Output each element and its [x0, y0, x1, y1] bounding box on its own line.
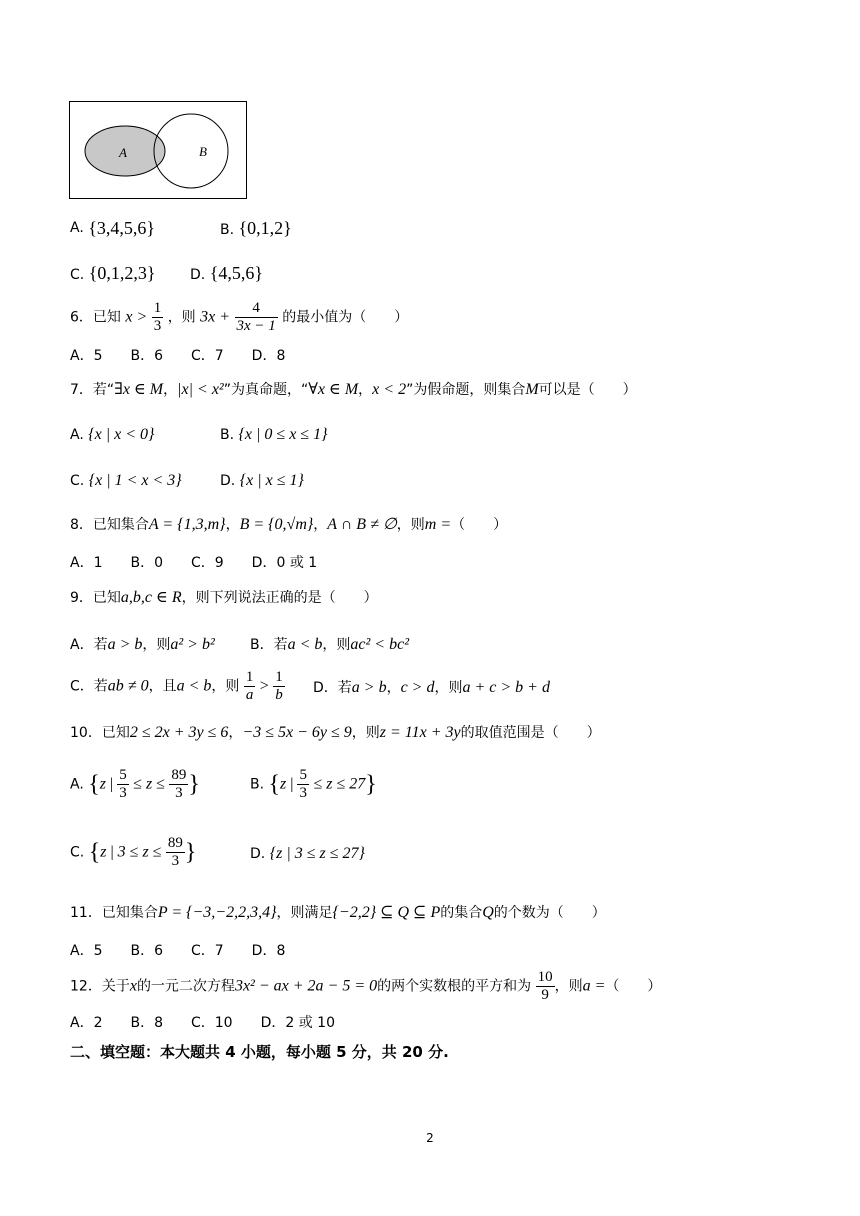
option-text: ， — [386, 680, 401, 696]
q10-text: 10．已知 — [70, 725, 130, 741]
fraction — [117, 767, 129, 802]
q12-math: a = — [582, 977, 606, 995]
bar: | — [106, 775, 118, 793]
q6-text: 的最小值为（ ） — [282, 309, 409, 326]
q12-math: x — [129, 977, 137, 995]
q12-options: A．2 B．8 C．10 D．2 或 10 — [70, 1015, 335, 1031]
q10-math: z = 11x + 3y — [379, 724, 461, 741]
question-11 — [70, 904, 606, 922]
numerator: 4 — [235, 300, 278, 318]
q9-options-row1 — [70, 636, 409, 654]
q6-expression: 3x + — [200, 308, 231, 326]
brace: { — [268, 771, 281, 798]
q10-text: ，则 — [351, 725, 380, 741]
q7-text: ， — [358, 382, 373, 398]
option-math: a > b — [351, 679, 387, 696]
q6-options: A．5 B．6 C．7 D．8 — [70, 348, 286, 364]
option-value: {x | x ≤ 1} — [239, 472, 304, 489]
option-text: ，且 — [148, 678, 177, 695]
denominator: 3 — [175, 785, 183, 801]
q7-text: ， — [163, 382, 178, 398]
q8-text: ， — [313, 517, 328, 533]
q7-math: M — [525, 381, 539, 398]
option-label: B. — [220, 222, 235, 238]
option-math: a < b — [287, 636, 323, 653]
fraction — [273, 669, 285, 704]
numerator: 1 — [245, 669, 254, 685]
denominator: 3 — [171, 853, 180, 869]
q12-text: 12．关于 — [70, 978, 130, 995]
q8-math: A = {1,3,m} — [148, 516, 226, 533]
q12-text: ，则 — [554, 978, 583, 995]
question-6 — [70, 300, 408, 335]
q7-text: ”为真命题，“ — [223, 382, 309, 398]
q5-options-row1 — [70, 218, 292, 238]
q10-options-row2 — [70, 835, 365, 870]
option-value: {x | 1 < x < 3} — [88, 472, 182, 489]
option-label: D. — [190, 267, 206, 283]
option-math: z — [280, 775, 287, 793]
q7-text: 7．若“ — [70, 382, 115, 398]
q7-text: 可以是（ ） — [538, 382, 637, 398]
option-label: B．若 — [250, 637, 288, 653]
question-8 — [70, 516, 507, 534]
option-math: ab ≠ 0 — [107, 677, 149, 695]
option-value: {0,1,2,3} — [88, 263, 156, 283]
q8-text: ，则 — [396, 517, 425, 533]
set-b-label: B — [199, 144, 207, 159]
option-label: B. — [220, 427, 235, 443]
q12-text: 的两个实数根的平方和为 — [377, 978, 532, 995]
q8-math: B = {0,√m} — [239, 516, 314, 533]
q11-text: 的集合 — [440, 905, 483, 921]
numerator: 89 — [167, 835, 183, 851]
page-number: 2 — [426, 1131, 434, 1145]
brace: { — [88, 771, 100, 798]
option-math: a < b — [176, 677, 212, 695]
q8-math: A ∩ B ≠ ∅ — [327, 516, 397, 533]
q12-text: （ ） — [605, 978, 662, 995]
denominator: 3 — [119, 785, 127, 801]
q10-text: 的取值范围是（ ） — [460, 725, 601, 741]
fraction — [235, 300, 278, 335]
q6-text: 6．已知 — [70, 309, 121, 326]
q12-text: 的一元二次方程 — [136, 978, 235, 995]
denominator: b — [275, 687, 283, 703]
option-label: A. — [70, 427, 84, 443]
option-math: z — [100, 843, 107, 861]
option-value: {0,1,2} — [238, 218, 292, 238]
option-label: A．若 — [70, 637, 108, 653]
option-math: > — [259, 677, 269, 695]
numerator: 5 — [119, 767, 127, 783]
q7-text: ”为假命题，则集合 — [406, 382, 526, 398]
option-math: ≤ z ≤ — [133, 775, 165, 793]
q10-text: ， — [228, 725, 243, 741]
option-math: a² > b² — [170, 636, 215, 653]
numerator: 1 — [275, 669, 283, 685]
q8-text: ， — [225, 517, 240, 533]
option-math: c > d — [400, 679, 435, 696]
option-text: ，则 — [142, 637, 171, 653]
option-value: {x | 0 ≤ x ≤ 1} — [238, 426, 328, 443]
denominator: 3 — [153, 318, 162, 334]
bar: | — [286, 775, 298, 793]
q8-options: A．1 B．0 C．9 D．0 或 1 — [70, 555, 318, 571]
option-math: 3 ≤ z ≤ — [117, 843, 162, 861]
q7-math: |x| < x² — [177, 381, 224, 398]
denominator: a — [245, 687, 254, 703]
option-math: z — [99, 775, 106, 793]
q6-text: ，则 — [167, 309, 196, 326]
q7-options-row2 — [70, 472, 304, 490]
denominator: 3x − 1 — [236, 318, 276, 334]
q5-options-row2 — [70, 263, 263, 284]
brace: { — [88, 839, 101, 866]
brace: } — [184, 839, 197, 866]
section-heading: 二、填空题：本大题共 4 小题，每小题 5 分，共 20 分. — [70, 1043, 449, 1061]
brace: } — [188, 771, 200, 798]
q6-condition: x > — [125, 308, 148, 326]
set-a-label: A — [119, 145, 127, 160]
q8-text: （ ） — [451, 517, 508, 533]
numerator: 5 — [299, 767, 307, 783]
option-label: C. — [70, 473, 85, 489]
q11-math: {−2,2} ⊆ Q ⊆ P — [332, 904, 441, 921]
numerator: 1 — [153, 300, 162, 316]
question-12 — [70, 969, 661, 1004]
option-value: {z | 3 ≤ z ≤ 27} — [269, 845, 365, 862]
q11-math: Q — [482, 904, 494, 921]
q11-text: 的个数为（ ） — [493, 905, 606, 921]
q7-math: x < 2 — [372, 381, 407, 398]
option-value: {4,5,6} — [209, 263, 263, 283]
option-text: ，则 — [211, 678, 240, 695]
q9-text: ，则下列说法正确的是（ ） — [181, 590, 378, 606]
q7-math: ∃x ∈ M — [114, 381, 164, 398]
question-10 — [70, 724, 601, 742]
q10-math: −3 ≤ 5x − 6y ≤ 9 — [242, 724, 352, 741]
q11-text: 11．已知集合 — [70, 905, 158, 921]
q8-math: m = — [424, 516, 452, 533]
option-math: a > b — [107, 636, 143, 653]
option-label: D. — [220, 473, 236, 489]
option-label: C. — [70, 844, 85, 861]
option-label: A. — [70, 776, 84, 793]
option-math: a + c > b + d — [462, 679, 550, 696]
q11-options: A．5 B．6 C．7 D．8 — [70, 943, 286, 959]
q9-text: 9．已知 — [70, 590, 121, 606]
fraction — [152, 300, 164, 335]
fraction — [169, 767, 188, 802]
bar: | — [106, 843, 118, 861]
q7-math: ∀x ∈ M — [308, 381, 359, 398]
fraction — [166, 835, 185, 870]
fraction — [297, 767, 309, 802]
q12-math: 3x² − ax + 2a − 5 = 0 — [234, 977, 378, 995]
option-label: B. — [250, 776, 265, 793]
fraction — [244, 669, 256, 704]
numerator: 89 — [171, 767, 187, 783]
brace: } — [365, 771, 377, 798]
option-label: D. — [250, 846, 266, 862]
denominator: 3 — [299, 785, 307, 801]
q11-text: ，则满足 — [276, 905, 333, 921]
denominator: 9 — [541, 987, 549, 1003]
q8-text: 8．已知集合 — [70, 517, 149, 533]
fraction — [536, 969, 555, 1004]
option-math: ≤ z ≤ 27 — [313, 775, 366, 793]
q11-math: P = {−3,−2,2,3,4} — [157, 904, 277, 921]
option-text: ，则 — [322, 637, 351, 653]
q9-math: a,b,c ∈ R — [120, 589, 182, 606]
q10-options-row1 — [70, 767, 377, 802]
option-label: A. — [70, 220, 84, 236]
venn-svg — [70, 102, 246, 198]
option-label: C．若 — [70, 678, 108, 695]
option-math: ac² < bc² — [350, 636, 409, 653]
q7-options-row1 — [70, 426, 328, 444]
numerator: 10 — [537, 969, 553, 985]
option-value: {x | x < 0} — [88, 426, 155, 443]
question-9 — [70, 589, 378, 607]
option-value: {3,4,5,6} — [88, 218, 156, 238]
q9-options-row2 — [70, 669, 550, 704]
venn-diagram — [69, 101, 247, 199]
option-text: ，则 — [434, 680, 463, 696]
question-7 — [70, 381, 637, 399]
q10-math: 2 ≤ 2x + 3y ≤ 6 — [129, 724, 229, 741]
option-label: C. — [70, 267, 85, 283]
option-label: D．若 — [313, 680, 352, 696]
